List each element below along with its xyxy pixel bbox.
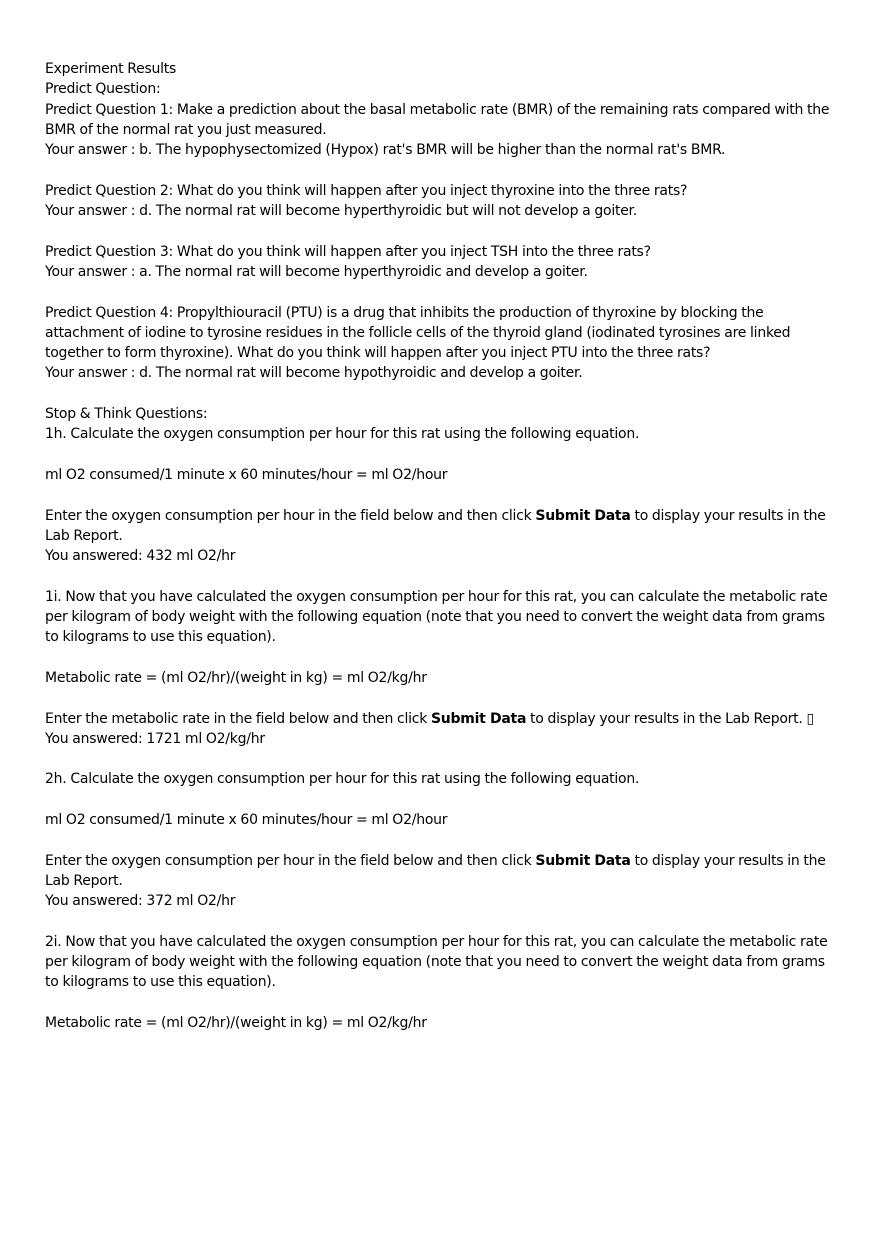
submit-data-label: Submit Data <box>430 710 527 727</box>
spacer <box>45 911 835 931</box>
spacer <box>45 485 835 505</box>
instruction-text: to display your results in the Lab Report. ▯ <box>526 710 814 727</box>
spacer <box>45 688 835 708</box>
question-1i-answer: You answered: 1721 ml O2/kg/hr <box>45 730 265 747</box>
question-2h-answer: You answered: 372 ml O2/hr <box>45 893 236 910</box>
predict-question-4: Predict Question 4: Propylthiouracil (PTU) is a drug that inhibits the production of thyroxine by blocking the attachment of iodine to tyrosine residues in the follicle cells of the thyroid gland (iodinated tyrosines are linked together to form thyroxine). What do you think will happen after you inject PTU into the three rats? <box>45 304 791 362</box>
predict-question-2: Predict Question 2: What do you think will happen after you inject thyroxine into the three rats? <box>45 182 688 199</box>
spacer <box>45 384 835 404</box>
question-2h-prompt: 2h. Calculate the oxygen consumption per hour for this rat using the following equation. <box>45 771 640 788</box>
question-2i-equation: Metabolic rate = (ml O2/hr)/(weight in kg) = ml O2/kg/hr <box>45 1014 427 1031</box>
spacer <box>45 282 835 302</box>
document-body <box>45 59 835 1033</box>
predict-answer-1: Your answer : b. The hypophysectomized (Hypox) rat's BMR will be higher than the normal rat's BMR. <box>45 142 726 159</box>
submit-data-label: Submit Data <box>535 507 631 524</box>
predict-heading: Predict Question: <box>45 81 161 98</box>
question-2h-equation: ml O2 consumed/1 minute x 60 minutes/hour = ml O2/hour <box>45 811 448 828</box>
predict-answer-3: Your answer : a. The normal rat will become hyperthyroidic and develop a goiter. <box>45 263 588 280</box>
spacer <box>45 221 835 241</box>
predict-answer-4: Your answer : d. The normal rat will become hypothyroidic and develop a goiter. <box>45 365 583 382</box>
spacer <box>45 648 835 668</box>
question-2h-instruction <box>45 851 835 892</box>
spacer <box>45 830 835 850</box>
question-1i-equation: Metabolic rate = (ml O2/hr)/(weight in kg) = ml O2/kg/hr <box>45 669 427 686</box>
instruction-text: Enter the oxygen consumption per hour in the field below and then click <box>45 852 536 869</box>
predict-question-3: Predict Question 3: What do you think will happen after you inject TSH into the three rats? <box>45 243 651 260</box>
question-1h-prompt: 1h. Calculate the oxygen consumption per hour for this rat using the following equation. <box>45 426 640 443</box>
stop-think-heading: Stop & Think Questions: <box>45 406 208 423</box>
instruction-text: to display your results in the Lab Report. <box>45 507 826 544</box>
submit-data-label: Submit Data <box>535 852 631 869</box>
spacer <box>45 749 835 769</box>
question-1h-equation: ml O2 consumed/1 minute x 60 minutes/hour = ml O2/hour <box>45 466 448 483</box>
predict-question-1: Predict Question 1: Make a prediction about the basal metabolic rate (BMR) of the remaining rats compared with the BMR of the normal rat you just measured. <box>45 101 830 138</box>
question-1i-instruction <box>45 709 835 729</box>
instruction-text: to display your results in the Lab Report. <box>45 852 826 889</box>
spacer <box>45 790 835 810</box>
question-2i-prompt: 2i. Now that you have calculated the oxygen consumption per hour for this rat, you can calculate the metabolic rate per kilogram of body weight with the following equation (note that you need to convert the weight data from grams to kilograms to use this equation). <box>45 933 828 991</box>
predict-answer-2: Your answer : d. The normal rat will become hyperthyroidic but will not develop a goiter. <box>45 203 637 220</box>
question-1h-instruction <box>45 506 835 547</box>
spacer <box>45 160 835 180</box>
spacer <box>45 566 835 586</box>
page-title: Experiment Results <box>45 61 177 77</box>
question-1h-answer: You answered: 432 ml O2/hr <box>45 548 236 565</box>
spacer <box>45 445 835 465</box>
question-1i-prompt: 1i. Now that you have calculated the oxygen consumption per hour for this rat, you can calculate the metabolic rate per kilogram of body weight with the following equation (note that you need to convert the weight data from grams to kilograms to use this equation). <box>45 588 828 646</box>
spacer <box>45 993 835 1013</box>
instruction-text: Enter the metabolic rate in the field below and then click <box>45 710 431 727</box>
instruction-text: Enter the oxygen consumption per hour in the field below and then click <box>45 507 536 524</box>
